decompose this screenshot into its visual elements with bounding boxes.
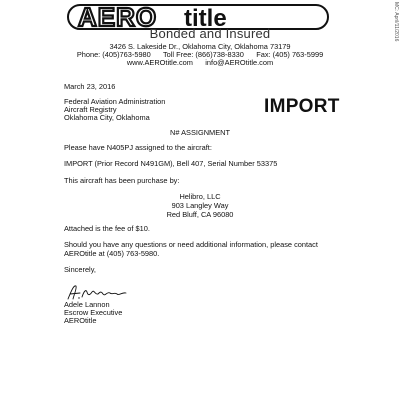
aerotitle-logo [66,2,330,42]
svg-text:AERO: AERO [78,2,158,32]
recipient-line-3: Oklahoma City, Oklahoma [64,113,150,122]
letter-date: March 23, 2016 [64,82,116,91]
purchaser-city: Red Bluff, CA 96080 [166,210,234,219]
contact-line-2: AEROtitle at (405) 763-5980. [64,249,160,258]
recipient-line-1: Federal Aviation Administration [64,97,166,106]
contact-line-1: Should you have any questions or need additional information, please contact [64,240,318,249]
subject-line: N# ASSIGNMENT [170,128,230,137]
letterhead-phones: Phone: (405)763-5980 Toll Free: (866)738-8330 Fax: (405) 763-5999 [76,50,324,59]
letterhead-address: 3426 S. Lakeside Dr., Oklahoma City, Oklahoma 73179 [109,42,291,51]
purchaser-name: Helibro, LLC [179,192,221,201]
import-heading: IMPORT [264,96,340,117]
paragraph-purchase: This aircraft has been purchase by: [64,176,180,185]
signer-name: Adele Lannon [64,300,110,309]
signer-title: Escrow Executive [64,308,123,317]
letterhead-web: www.AEROtitle.com info@AEROtitle.com [126,58,274,67]
paragraph-assign: Please have N405PJ assigned to the aircraft: [64,143,212,152]
signer-company: AEROtitle [64,316,97,325]
received-stamp: MC: April/11/2016 [393,2,399,42]
closing: Sincerely, [64,265,96,274]
purchaser-street: 903 Langley Way [171,201,229,210]
recipient-line-2: Aircraft Registry [64,105,117,114]
logo-tagline: Bonded and Insured [149,26,271,41]
fee-line: Attached is the fee of $10. [64,224,150,233]
svg-text:title: title [184,5,227,32]
aircraft-details: IMPORT (Prior Record N491GM), Bell 407, Serial Number 53375 [64,159,278,168]
